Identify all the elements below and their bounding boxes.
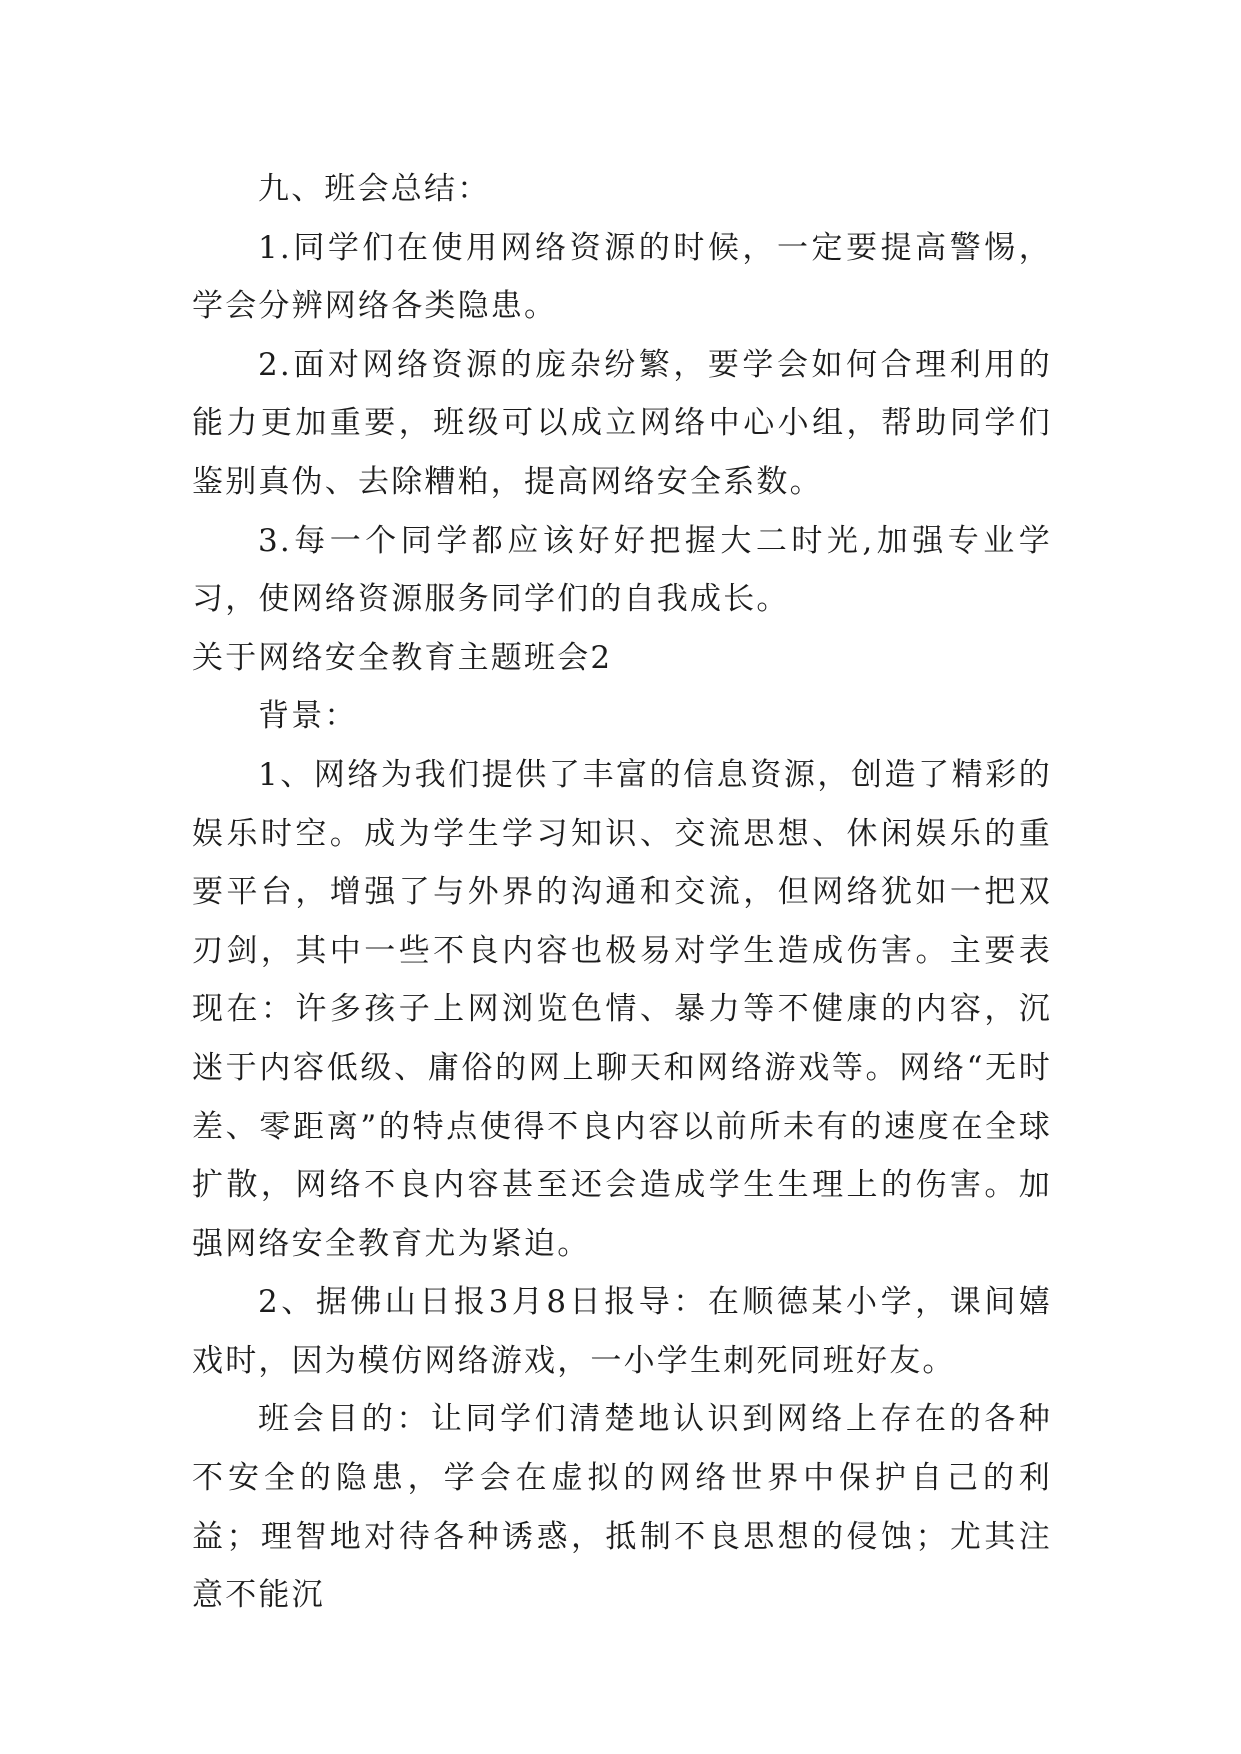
- section-heading-summary: 九、班会总结：: [258, 171, 491, 207]
- background-item-2: 2、据佛山日报3月8日报导：在顺德某小学，课间嬉戏时，因为模仿网络游戏，一小学生刺死同班好友。: [192, 1284, 1052, 1379]
- background-heading: 背景：: [258, 698, 358, 735]
- meeting-purpose: 班会目的：让同学们清楚地认识到网络上存在的各种不安全的隐患，学会在虚拟的网络世界中保护自己的利益；理智地对待各种诱惑，抵制不良思想的侵蚀；尤其注意不能沉: [192, 1401, 1052, 1614]
- summary-item-3: 3.每一个同学都应该好好把握大二时光,加强专业学习，使网络资源服务同学们的自我成长。: [192, 522, 1052, 618]
- background-item-1: 1、网络为我们提供了丰富的信息资源，创造了精彩的娱乐时空。成为学生学习知识、交流思想、休闲娱乐的重要平台，增强了与外界的沟通和交流，但网络犹如一把双刃剑，其中一些不良内容也极易对学生造成伤害。主要表现在：许多孩子上网浏览色情、暴力等不健康的内容，沉迷于内容低级、庸俗的网上聊天和网络游戏等。网络“无时差、零距离”的特点使得不良内容以前所未有的速度在全球扩散，网络不良内容甚至还会造成学生生理上的伤害。加强网络安全教育尤为紧迫。: [192, 756, 1052, 1262]
- document-body: [192, 160, 1052, 1625]
- summary-item-1: 1.同学们在使用网络资源的时候，一定要提高警惕，学会分辨网络各类隐患。: [192, 229, 1052, 325]
- document-title-2: 关于网络安全教育主题班会2: [192, 639, 613, 676]
- summary-item-2: 2.面对网络资源的庞杂纷繁，要学会如何合理利用的能力更加重要，班级可以成立网络中心小组，帮助同学们鉴别真伪、去除糟粕，提高网络安全系数。: [192, 346, 1052, 500]
